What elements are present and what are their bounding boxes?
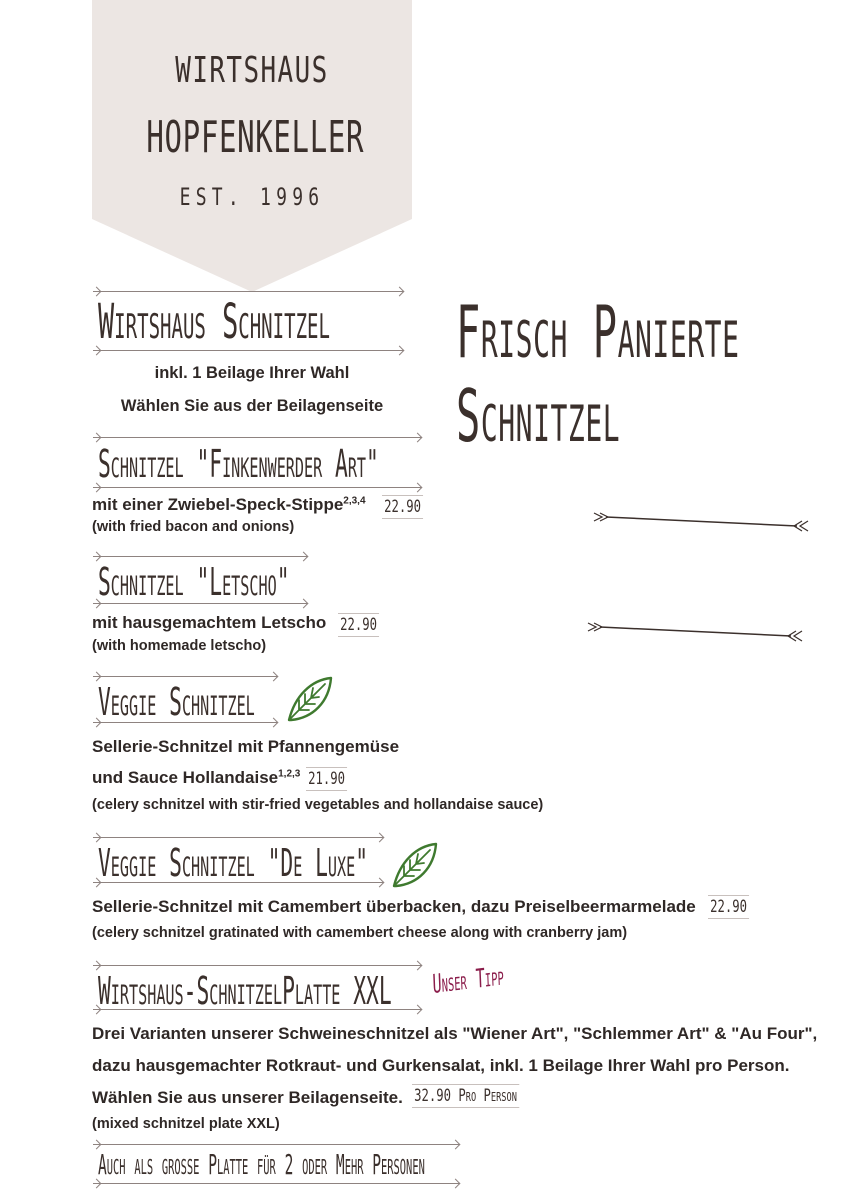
- decorative-arrow-icon: [586, 615, 806, 643]
- title-divider: [93, 556, 307, 557]
- brand-name-line1: WIRTSHAUS: [175, 50, 329, 91]
- title-divider: [93, 837, 383, 838]
- leaf-icon: [285, 674, 335, 724]
- item-description: Sellerie-Schnitzel mit Camembert überbacken, dazu Preiselbeermarmelade: [92, 897, 696, 916]
- item-translation: (mixed schnitzel plate XXL): [92, 1116, 280, 1132]
- item-price: 32.90 Pro Person: [412, 1084, 519, 1108]
- headline-line1: Frisch Panierte: [456, 290, 740, 374]
- item-translation: (with homemade letscho): [92, 638, 267, 654]
- item-footer-note: Auch als grosse Platte für 2 oder Mehr Personen: [98, 1148, 425, 1181]
- title-divider: [93, 350, 403, 351]
- title-divider: [93, 1009, 421, 1010]
- title-divider: [93, 437, 421, 438]
- item-title: Schnitzel "Letscho": [98, 560, 290, 604]
- item-description-line2: dazu hausgemachter Rotkraut- und Gurkensalat, inkl. 1 Beilage Ihrer Wahl pro Person.: [92, 1056, 790, 1075]
- item-title: Wirtshaus-SchnitzelPlatte XXL: [98, 969, 392, 1013]
- title-divider: [93, 722, 277, 723]
- item-price: 22.90: [338, 613, 379, 637]
- item-description-line3: Wählen Sie aus unserer Beilagenseite.: [92, 1088, 403, 1107]
- item-translation: (celery schnitzel gratinated with camembert cheese along with cranberry jam): [92, 925, 628, 941]
- tip-badge: Unser Tipp: [432, 961, 505, 1000]
- title-divider: [93, 676, 277, 677]
- title-divider: [93, 291, 403, 292]
- item-price: 21.90: [306, 767, 347, 791]
- allergen-note: 1,2,3: [278, 768, 301, 780]
- allergen-note: 2,3,4: [343, 495, 366, 507]
- title-divider: [93, 882, 383, 883]
- intro-line1: inkl. 1 Beilage Ihrer Wahl: [154, 364, 350, 382]
- footer-divider: [93, 1183, 459, 1184]
- leaf-icon: [390, 840, 440, 890]
- item-title: Veggie Schnitzel "De Luxe": [98, 841, 369, 885]
- item-translation: (with fried bacon and onions): [92, 519, 295, 535]
- brand-name-line2: HOPFENKELLER: [146, 112, 365, 163]
- item-price: 22.90: [382, 495, 423, 519]
- title-divider: [93, 965, 421, 966]
- headline-line2: Schnitzel: [456, 374, 621, 458]
- item-title: Veggie Schnitzel: [98, 680, 255, 724]
- brand-established: EST. 1996: [179, 183, 325, 211]
- item-title: Schnitzel "Finkenwerder Art": [98, 442, 379, 486]
- item-description: mit hausgemachtem Letscho: [92, 613, 327, 632]
- title-divider: [93, 487, 421, 488]
- intro-line2: Wählen Sie aus der Beilagenseite: [120, 397, 384, 415]
- decorative-arrow-icon: [592, 505, 812, 533]
- item-translation: (celery schnitzel with stir-fried vegetables and hollandaise sauce): [92, 797, 544, 813]
- title-divider: [93, 603, 307, 604]
- item-description-line2: und Sauce Hollandaise$^{1,2,3}$: [92, 768, 301, 787]
- intro-title: Wirtshaus Schnitzel: [98, 294, 330, 350]
- item-price: 22.90: [708, 895, 749, 919]
- footer-divider: [93, 1144, 459, 1145]
- item-description-line1: Drei Varianten unserer Schweineschnitzel als "Wiener Art", "Schlemmer Art" & "Au Four",: [92, 1024, 818, 1043]
- item-description-line1: Sellerie-Schnitzel mit Pfannengemüse: [92, 737, 400, 756]
- item-description: mit einer Zwiebel-Speck-Stippe$^{2,3,4}$: [92, 495, 366, 514]
